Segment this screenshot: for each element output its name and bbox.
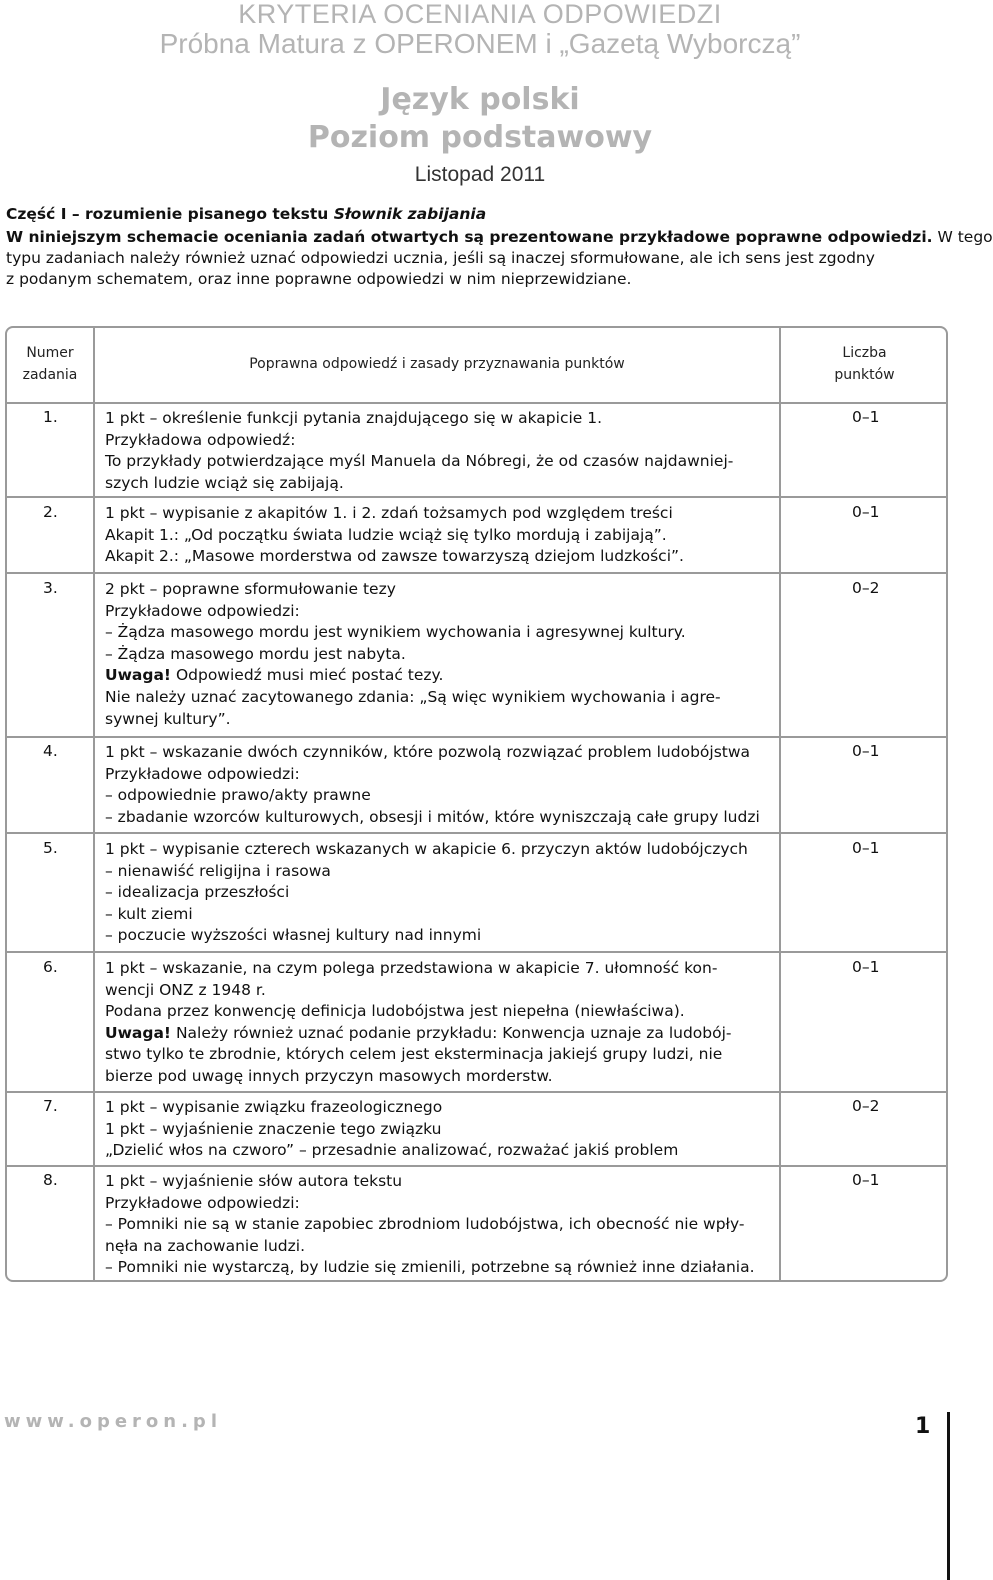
row-3-line: sywnej kultury”. <box>105 709 231 728</box>
row-divider <box>781 1165 948 1167</box>
row-3-line: – Żądza masowego mordu jest wynikiem wychowania i agresywnej kultury. <box>105 623 686 642</box>
row-divider <box>781 736 948 738</box>
row-3-warning-text: Odpowiedź musi mieć postać tezy. <box>175 666 444 685</box>
page-number: 1 <box>915 1414 931 1439</box>
intro-line-3: z podanym schematem, oraz inne poprawne odpowiedzi w nim nieprzewidziane. <box>6 270 632 288</box>
row-8-line: Przykładowe odpowiedzi: <box>105 1193 300 1212</box>
row-divider <box>95 1091 779 1093</box>
row-divider <box>95 1165 779 1167</box>
header-title: KRYTERIA OCENIANIA ODPOWIEDZI <box>238 0 722 29</box>
footer-divider <box>947 1412 950 1580</box>
row-8-number: 8. <box>43 1171 58 1189</box>
row-1-line: Przykładowa odpowiedź: <box>105 430 296 449</box>
row-6-line: stwo tylko te zbrodnie, których celem jest eksterminacja jakiejś grupy ludzi, nie <box>105 1045 723 1064</box>
intro-paragraph <box>6 227 993 290</box>
row-divider <box>95 832 779 834</box>
row-divider <box>7 572 93 574</box>
intro-line-1-rest: W tego <box>932 228 993 246</box>
row-5-line: 1 pkt – wypisanie czterech wskazanych w akapicie 6. przyczyn aktów ludobójczych <box>105 840 748 858</box>
row-divider <box>95 572 779 574</box>
row-divider <box>95 736 779 738</box>
part-prefix: Część I – rozumienie pisanego tekstu <box>6 205 334 223</box>
row-divider <box>781 572 948 574</box>
header-subtitle: Próbna Matura z OPERONEM i „Gazetą Wyborczą” <box>159 28 801 59</box>
part-heading <box>6 205 486 223</box>
row-7-number: 7. <box>43 1097 58 1115</box>
row-3-number: 3. <box>43 579 58 597</box>
row-6-line: 1 pkt – wskazanie, na czym polega przedstawiona w akapicie 7. ułomność kon- <box>105 959 718 977</box>
scoring-table <box>5 326 948 1282</box>
row-3-line: Przykładowe odpowiedzi: <box>105 601 300 620</box>
header-task-number <box>7 342 93 386</box>
row-divider <box>7 832 93 834</box>
row-divider <box>95 951 779 953</box>
header-points <box>781 342 948 386</box>
row-8-line: 1 pkt – wyjaśnienie słów autora tekstu <box>105 1172 403 1190</box>
row-6-line: wencji ONZ z 1948 r. <box>105 980 266 999</box>
row-5-points: 0–1 <box>852 839 880 857</box>
row-1-points: 0–1 <box>852 408 880 426</box>
header-task-number-1: Numer <box>26 345 74 361</box>
row-1-line: szych ludzie wciąż się zabijają. <box>105 473 344 492</box>
row-5-line: – nienawiść religijna i rasowa <box>105 861 331 880</box>
row-7-line: 1 pkt – wyjaśnienie znaczenie tego związku <box>105 1119 442 1138</box>
row-7-line: „Dzielić włos na czworo” – przesadnie analizować, rozważać jakiś problem <box>105 1141 679 1160</box>
row-2-number: 2. <box>43 503 58 521</box>
header-task-number-2: zadania <box>22 367 78 383</box>
row-8-points: 0–1 <box>852 1171 880 1189</box>
row-divider <box>7 1091 93 1093</box>
row-8-line: – Pomniki nie są w stanie zapobiec zbrodniom ludobójstwa, ich obecność nie wpły- <box>105 1215 745 1234</box>
row-divider <box>781 1091 948 1093</box>
row-7-line: 1 pkt – wypisanie związku frazeologicznego <box>105 1098 443 1116</box>
row-3-answer <box>105 579 783 730</box>
row-6-line: Podana przez konwencję definicja ludobójstwa jest niepełna (niewłaściwa). <box>105 1002 685 1021</box>
row-divider <box>95 496 779 498</box>
row-1-number: 1. <box>43 408 58 426</box>
row-4-line: – odpowiednie prawo/akty prawne <box>105 786 371 805</box>
row-divider <box>781 496 948 498</box>
row-3-warning: Uwaga! <box>105 666 171 685</box>
row-3-line: – Żądza masowego mordu jest nabyta. <box>105 644 406 663</box>
row-3-points: 0–2 <box>852 579 880 597</box>
row-3-line: 2 pkt – poprawne sformułowanie tezy <box>105 580 396 598</box>
row-2-line: 1 pkt – wypisanie z akapitów 1. i 2. zdań tożsamych pod względem treści <box>105 504 673 522</box>
row-1-line: 1 pkt – określenie funkcji pytania znajdującego się w akapicie 1. <box>105 409 603 427</box>
row-2-points: 0–1 <box>852 503 880 521</box>
row-5-line: – idealizacja przeszłości <box>105 883 290 902</box>
intro-line-2: typu zadaniach należy również uznać odpowiedzi ucznia, jeśli są inaczej sformułowane, ale ich sens jest zgodny <box>6 249 875 267</box>
row-6-answer <box>105 958 783 1088</box>
row-4-number: 4. <box>43 742 58 760</box>
col-divider-1 <box>93 328 95 1280</box>
row-7-answer <box>105 1097 783 1162</box>
row-5-number: 5. <box>43 839 58 857</box>
row-4-line: Przykładowe odpowiedzi: <box>105 764 300 783</box>
row-divider <box>7 1165 93 1167</box>
footer-url[interactable]: www.operon.pl <box>4 1411 222 1432</box>
header-points-2: punktów <box>834 367 895 383</box>
part-title: Słownik zabijania <box>333 205 487 223</box>
row-6-line: bierze pod uwagę innych przyczyn masowych morderstw. <box>105 1066 553 1085</box>
row-4-points: 0–1 <box>852 742 880 760</box>
row-3-line: Nie należy uznać zacytowanego zdania: „Są więc wynikiem wychowania i agre- <box>105 687 721 706</box>
exam-date: Listopad 2011 <box>414 163 546 186</box>
row-divider <box>7 951 93 953</box>
row-2-line: Akapit 2.: „Masowe morderstwa od zawsze towarzyszą dziejom ludzkości”. <box>105 547 684 566</box>
row-6-warning: Uwaga! <box>105 1023 171 1042</box>
subject-title: Język polski <box>380 82 580 117</box>
header-points-1: Liczba <box>842 345 887 361</box>
row-divider <box>781 951 948 953</box>
row-1-answer <box>105 408 783 494</box>
row-divider <box>7 736 93 738</box>
row-5-answer <box>105 839 783 947</box>
intro-bold: W niniejszym schemacie oceniania zadań otwartych są prezentowane przykładowe poprawne odpowiedzi. <box>6 228 933 246</box>
row-4-line: – zbadanie wzorców kulturowych, obsesji i mitów, które wyniszczają całe grupy ludzi <box>105 807 760 826</box>
row-divider <box>7 496 93 498</box>
row-divider <box>781 832 948 834</box>
row-3-line <box>105 665 783 687</box>
row-6-warning-text: Należy również uznać podanie przykładu: Konwencja uznaje za ludobój- <box>175 1023 732 1042</box>
row-7-points: 0–2 <box>852 1097 880 1115</box>
row-6-points: 0–1 <box>852 958 880 976</box>
row-8-line: – Pomniki nie wystarczą, by ludzie się zmienili, potrzebne są również inne działania. <box>105 1258 755 1277</box>
header-divider <box>7 402 948 404</box>
row-6-number: 6. <box>43 958 58 976</box>
row-6-line <box>105 1023 783 1045</box>
row-4-answer <box>105 742 783 828</box>
row-4-line: 1 pkt – wskazanie dwóch czynników, które pozwolą rozwiązać problem ludobójstwa <box>105 743 751 761</box>
header-answer: Poprawna odpowiedź i zasady przyznawania punktów <box>249 356 625 372</box>
row-2-answer <box>105 503 783 568</box>
intro-line-1 <box>6 227 993 248</box>
row-5-line: – kult ziemi <box>105 904 193 923</box>
row-1-line: To przykłady potwierdzające myśl Manuela da Nóbregi, że od czasów najdawniej- <box>105 452 734 471</box>
row-2-line: Akapit 1.: „Od początku świata ludzie wciąż się tylko mordują i zabijają”. <box>105 525 667 544</box>
row-8-answer <box>105 1171 783 1279</box>
row-5-line: – poczucie wyższości własnej kultury nad innymi <box>105 926 482 945</box>
level-title: Poziom podstawowy <box>307 120 653 155</box>
row-8-line: nęła na zachowanie ludzi. <box>105 1236 306 1255</box>
